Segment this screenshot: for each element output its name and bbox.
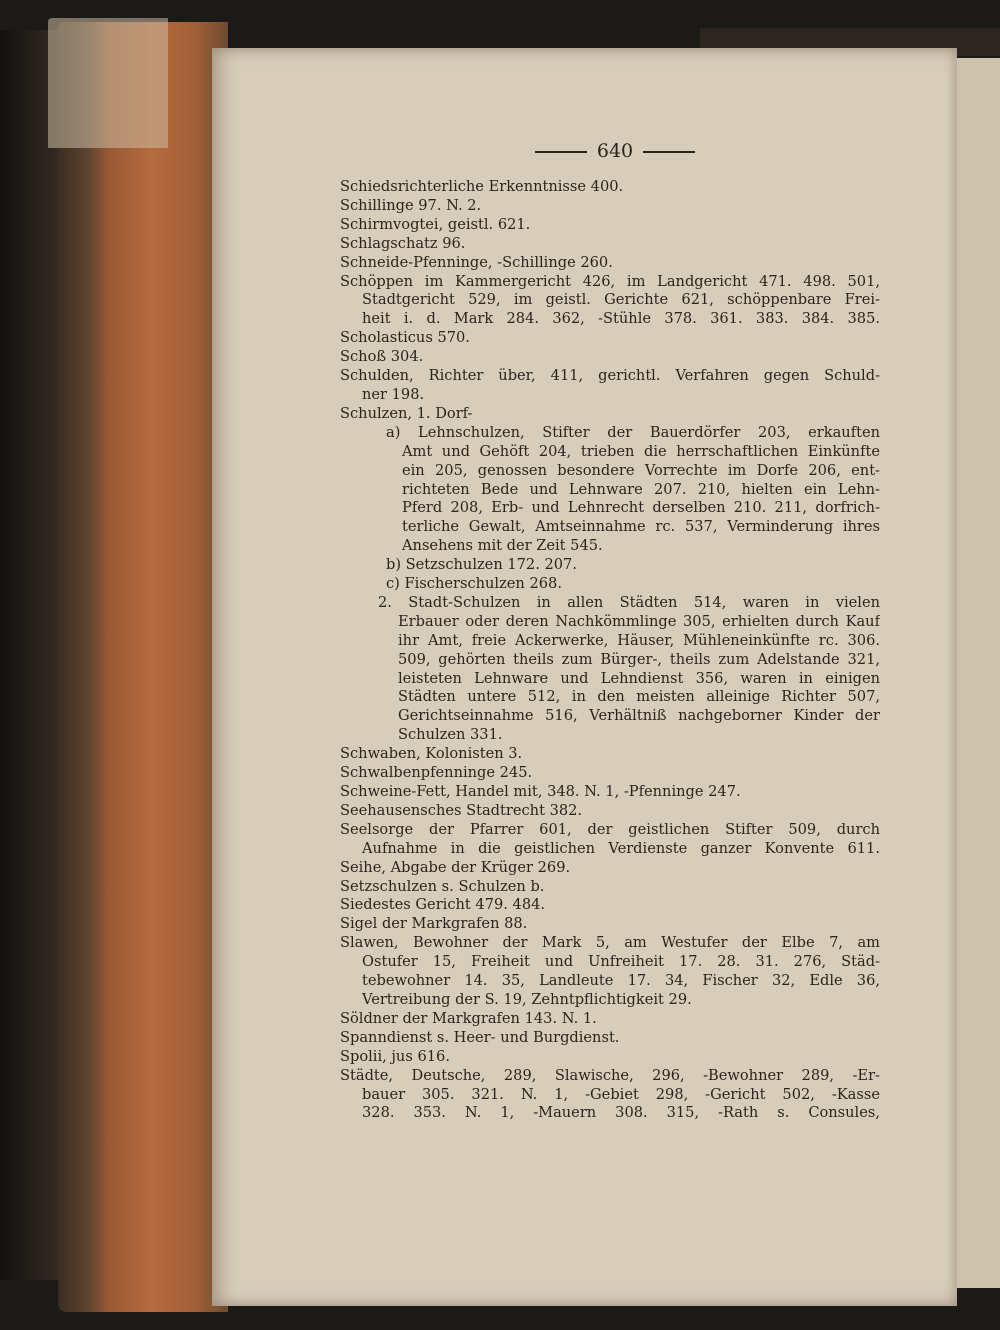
index-entry-line: Schweine-Fett, Handel mit, 348. N. 1, -Pfenninge 247. <box>340 783 741 800</box>
index-continuation-line: Ansehens mit der Zeit 545. <box>402 537 603 555</box>
index-entry-line: Schulden, Richter über, 411, gerichtl. Verfahren gegen Schuld- <box>340 367 880 385</box>
index-entry-line: Seihe, Abgabe der Krüger 269. <box>340 858 571 876</box>
index-entry-line: Seelsorge der Pfarrer 601, der geistlichen Stifter 509, durch <box>340 820 880 838</box>
index-continuation-line: Aufnahme in die geistlichen Verdienste ganzer Konvente 611. <box>362 839 880 857</box>
index-entry-line: Schwalbenpfenninge 245. <box>340 764 533 782</box>
index-continuation-line: Erbauer oder deren Nachkömmlinge 305, erhielten durch Kauf <box>398 612 880 630</box>
index-continuation-line: terliche Gewalt, Amtseinnahme rc. 537, Verminderung ihres <box>402 518 880 536</box>
index-continuation-line: Gerichtseinnahme 516, Verhältniß nachgeborner Kinder der <box>398 707 880 725</box>
index-entry-line: Schirmvogtei, geistl. 621. <box>340 215 531 233</box>
index-continuation-line: tebewohner 14. 35, Landleute 17. 34, Fischer 32, Edle 36, <box>362 972 880 990</box>
index-entry-line: Spanndienst s. Heer- und Burgdienst. <box>340 1028 620 1046</box>
index-continuation-line: Pferd 208, Erb- und Lehnrecht derselben 210. 211, dorfrich- <box>402 499 880 517</box>
index-continuation-line: ihr Amt, freie Ackerwerke, Häuser, Mühleneinkünfte rc. 306. <box>398 631 880 649</box>
index-continuation-line: a) Lehnschulzen, Stifter der Bauerdörfer 203, erkauften <box>386 423 880 441</box>
dash-left <box>535 151 587 153</box>
index-entry-line: Seehausensches Stadtrecht 382. <box>340 801 583 819</box>
index-continuation-line: 2. Stadt-Schulzen in allen Städten 514, waren in vielen <box>378 593 880 611</box>
index-entry-line: Schlagschatz 96. <box>340 234 466 252</box>
index-entry-line: Schneide-Pfenninge, -Schillinge 260. <box>340 253 613 271</box>
index-continuation-line: heit i. d. Mark 284. 362, -Stühle 378. 361. 383. 384. 385. <box>362 310 880 328</box>
dash-right <box>643 151 695 153</box>
worn-corner <box>48 18 168 148</box>
index-entry-line: Schillinge 97. N. 2. <box>340 196 482 214</box>
index-continuation-line: c) Fischerschulzen 268. <box>386 575 562 593</box>
index-continuation-line: 509, gehörten theils zum Bürger-, theils zum Adelstande 321, <box>398 650 880 668</box>
index-entry-line: Schöppen im Kammergericht 426, im Landgericht 471. 498. 501, <box>340 272 880 290</box>
index-entry-line: Siedestes Gericht 479. 484. <box>340 896 546 914</box>
index-continuation-line: Amt und Gehöft 204, trieben die herrschaftlichen Einkünfte <box>402 442 880 460</box>
index-continuation-line: Vertreibung der S. 19, Zehntpflichtigkeit 29. <box>362 990 692 1008</box>
page-edges <box>58 22 228 1312</box>
index-continuation-line: bauer 305. 321. N. 1, -Gebiet 298, -Gericht 502, -Kasse <box>362 1085 880 1103</box>
index-entry-line: Städte, Deutsche, 289, Slawische, 296, -Bewohner 289, -Er- <box>340 1066 880 1084</box>
index-entry-line: Slawen, Bewohner der Mark 5, am Westufer der Elbe 7, am <box>340 934 880 952</box>
index-continuation-line: b) Setzschulzen 172. 207. <box>386 556 577 574</box>
index-continuation-line: leisteten Lehnware und Lehndienst 356, waren in einigen <box>398 669 880 687</box>
page-number-text: 640 <box>596 140 634 162</box>
index-entry-line: Spolii, jus 616. <box>340 1047 450 1065</box>
index-entry-line: Schulzen, 1. Dorf- <box>340 404 473 422</box>
index-continuation-line: Städten untere 512, in den meisten alleinige Richter 507, <box>398 688 880 706</box>
next-page-edge <box>955 58 1000 1288</box>
index-continuation-line: ein 205, genossen besondere Vorrechte im Dorfe 206, ent- <box>402 461 880 479</box>
index-entry-line: Schwaben, Kolonisten 3. <box>340 745 523 763</box>
index-entry-line: Söldner der Markgrafen 143. N. 1. <box>340 1009 597 1027</box>
index-entry-line: Sigel der Markgrafen 88. <box>340 915 528 933</box>
index-entry-line: Schoß 304. <box>340 348 424 366</box>
index-entries <box>340 178 880 1123</box>
index-continuation-line: richteten Bede und Lehnware 207. 210, hielten ein Lehn- <box>402 480 880 498</box>
index-continuation-line: Schulzen 331. <box>398 726 503 744</box>
index-continuation-line: 328. 353. N. 1, -Mauern 308. 315, -Rath s. Consules, <box>362 1104 880 1122</box>
index-entry-line: Schiedsrichterliche Erkenntnisse 400. <box>340 178 624 195</box>
page-number <box>520 140 710 162</box>
index-entry-line: Scholasticus 570. <box>340 329 470 347</box>
index-continuation-line: Stadtgericht 529, im geistl. Gerichte 621, schöppenbare Frei- <box>362 291 880 309</box>
index-entry-line: Setzschulzen s. Schulzen b. <box>340 877 545 895</box>
index-continuation-line: ner 198. <box>362 385 425 403</box>
index-continuation-line: Ostufer 15, Freiheit und Unfreiheit 17. 28. 31. 276, Städ- <box>362 953 880 971</box>
